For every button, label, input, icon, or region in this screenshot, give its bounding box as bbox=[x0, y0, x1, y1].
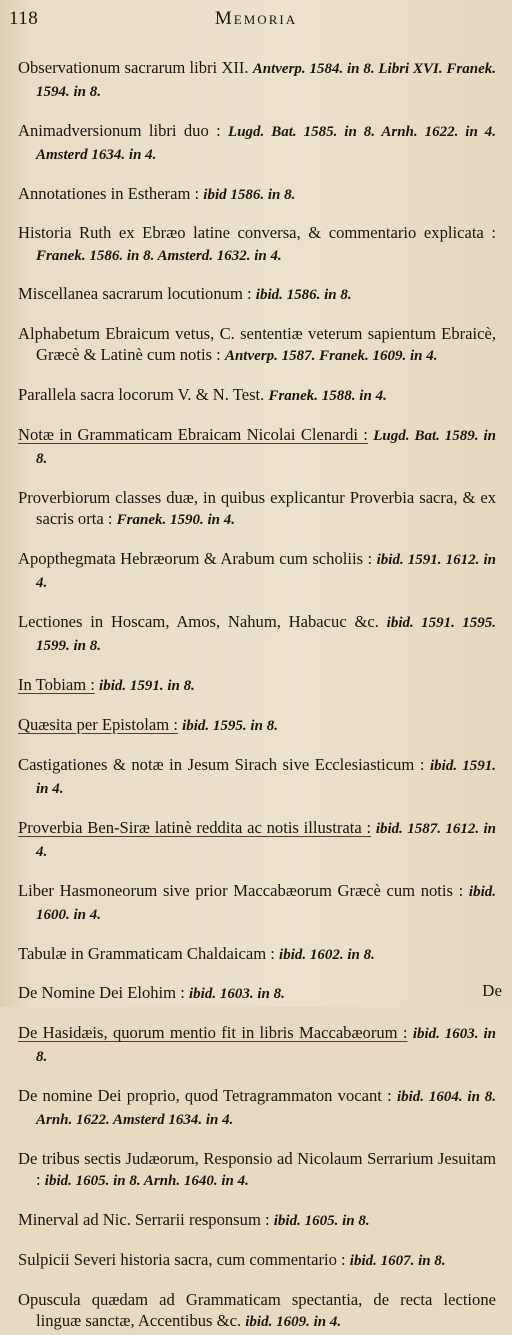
list-item bbox=[18, 674, 496, 697]
entry-imprint: ibid. 1586. in 8. bbox=[255, 287, 352, 304]
entry-title: Apopthegmata Hebræorum & Arabum cum scholiis : bbox=[18, 548, 373, 568]
list-item bbox=[18, 222, 496, 266]
list-item bbox=[18, 424, 496, 470]
list-item bbox=[18, 1022, 496, 1068]
entry-imprint: Antverp. 1587. Franek. 1609. in 4. bbox=[224, 348, 438, 365]
list-item bbox=[18, 1249, 496, 1272]
entry-title: Castigationes & notæ in Jesum Sirach sive Ecclesiasticum : bbox=[18, 754, 425, 774]
entry-imprint: ibid. 1591. 1595. 1599. in 8. bbox=[36, 614, 496, 655]
entry-imprint: ibid. 1603. in 8. bbox=[189, 986, 285, 1003]
list-item bbox=[18, 548, 496, 594]
entry-title: Proverbiorum classes duæ, in quibus explicantur Proverbia sacra, & ex sacris orta : bbox=[18, 487, 496, 529]
entry-title: De nomine Dei proprio, quod Tetragrammaton vocant : bbox=[18, 1086, 392, 1106]
entry-title: Animadversionum libri duo : bbox=[18, 120, 221, 140]
page-header bbox=[0, 6, 512, 36]
entry-title: Liber Hasmoneorum sive prior Maccabæorum Græcè cum notis : bbox=[18, 880, 464, 900]
entry-imprint: ibid. 1605. in 8. Arnh. 1640. in 4. bbox=[44, 1173, 249, 1190]
entry-title: De tribus sectis Judæorum, Responsio ad Nicolaum Serrarium Jesuitam : bbox=[18, 1149, 496, 1190]
entry-imprint: ibid. 1607. in 8. bbox=[349, 1252, 446, 1269]
entry-title: Alphabetum Ebraicum vetus, C. sententiæ veterum sapientum Ebraicè, Græcè & Latinè cum notis : bbox=[18, 324, 496, 365]
entry-title: Miscellanea sacrarum locutionum : bbox=[18, 284, 252, 304]
entry-title: Lectiones in Hoscam, Amos, Nahum, Habacuc &c. bbox=[18, 611, 379, 631]
entry-imprint: Franek. 1590. in 4. bbox=[116, 512, 236, 529]
entry-imprint: ibid. 1587. 1612. in 4. bbox=[36, 820, 496, 860]
entry-imprint: Lugd. Bat. 1589. in 8. bbox=[36, 427, 496, 468]
entry-imprint: ibid. 1604. in 8. Arnh. 1622. Amsterd 1634. in 4. bbox=[36, 1089, 496, 1129]
list-item bbox=[18, 183, 496, 206]
entry-imprint: ibid. 1600. in 4. bbox=[36, 883, 497, 923]
list-item bbox=[18, 384, 496, 407]
entry-title: Parallela sacra locorum V. & N. Test. bbox=[18, 385, 265, 405]
list-item bbox=[18, 817, 496, 863]
page-number: 118 bbox=[9, 8, 39, 29]
list-item bbox=[18, 487, 496, 531]
list-item bbox=[18, 611, 496, 657]
entry-title: Tabulæ in Grammaticam Chaldaicam : bbox=[18, 943, 275, 963]
list-item bbox=[18, 323, 496, 367]
list-item bbox=[18, 57, 496, 103]
entry-imprint: Antverp. 1584. in 8. Libri XVI. Franek. 1594. in 8. bbox=[36, 60, 496, 100]
entry-imprint: ibid. 1591. in 4. bbox=[36, 757, 496, 797]
entry-imprint: ibid. 1602. in 8. bbox=[279, 946, 375, 963]
entry-imprint: ibid 1586. in 8. bbox=[203, 186, 296, 203]
entry-title: Quæsita per Epistolam : bbox=[18, 714, 178, 734]
list-item bbox=[18, 754, 496, 800]
bibliography-list bbox=[18, 40, 496, 1335]
list-item bbox=[18, 1085, 496, 1131]
catchword: De bbox=[482, 981, 502, 1000]
list-item bbox=[18, 1209, 496, 1232]
entry-title: Notæ in Grammaticam Ebraicam Nicolai Clenardi : bbox=[18, 424, 368, 444]
entry-title: In Tobiam : bbox=[18, 674, 95, 694]
list-item bbox=[18, 1289, 496, 1333]
list-item bbox=[18, 1148, 496, 1192]
entry-title: De Nomine Dei Elohim : bbox=[18, 983, 185, 1003]
entry-title: Proverbia Ben-Siræ latinè reddita ac notis illustrata : bbox=[18, 817, 372, 837]
entry-imprint: ibid. 1605. in 8. bbox=[273, 1213, 370, 1230]
entry-title: Sulpicii Severi historia sacra, cum commentario : bbox=[18, 1249, 346, 1269]
entry-imprint: ibid. 1591. 1612. in 4. bbox=[36, 551, 496, 592]
list-item bbox=[18, 880, 496, 926]
entry-title: Observationum sacrarum libri XII. bbox=[18, 57, 249, 77]
list-item bbox=[18, 714, 496, 737]
entry-imprint: Lugd. Bat. 1585. in 8. Arnh. 1622. in 4. Amsterd 1634. in 4. bbox=[36, 123, 496, 163]
entry-title: Opuscula quædam ad Grammaticam spectantia, de recta lectione linguæ sanctæ, Accentibus &c. bbox=[18, 1289, 496, 1330]
list-item bbox=[18, 943, 496, 966]
entry-title: Minerval ad Nic. Serrarii responsum : bbox=[18, 1210, 270, 1230]
list-item bbox=[18, 283, 496, 306]
entry-title: Historia Ruth ex Ebræo latine conversa, & commentario explicata : bbox=[18, 223, 496, 243]
entry-imprint: ibid. 1609. in 4. bbox=[245, 1313, 342, 1330]
entry-imprint: ibid. 1595. in 8. bbox=[182, 717, 278, 734]
entry-imprint: Franek. 1586. in 8. Amsterd. 1632. in 4. bbox=[36, 247, 282, 264]
list-item bbox=[18, 120, 496, 166]
entry-title: De Hasidæis, quorum mentio fit in libris Maccabæorum : bbox=[18, 1023, 408, 1043]
entry-imprint: ibid. 1603. in 8. bbox=[36, 1026, 496, 1066]
entry-imprint: ibid. 1591. in 8. bbox=[99, 677, 195, 694]
list-item bbox=[18, 982, 496, 1005]
running-head: Memoria bbox=[214, 8, 298, 29]
entry-title: Annotationes in Estheram : bbox=[18, 183, 200, 203]
entry-imprint: Franek. 1588. in 4. bbox=[268, 388, 387, 405]
